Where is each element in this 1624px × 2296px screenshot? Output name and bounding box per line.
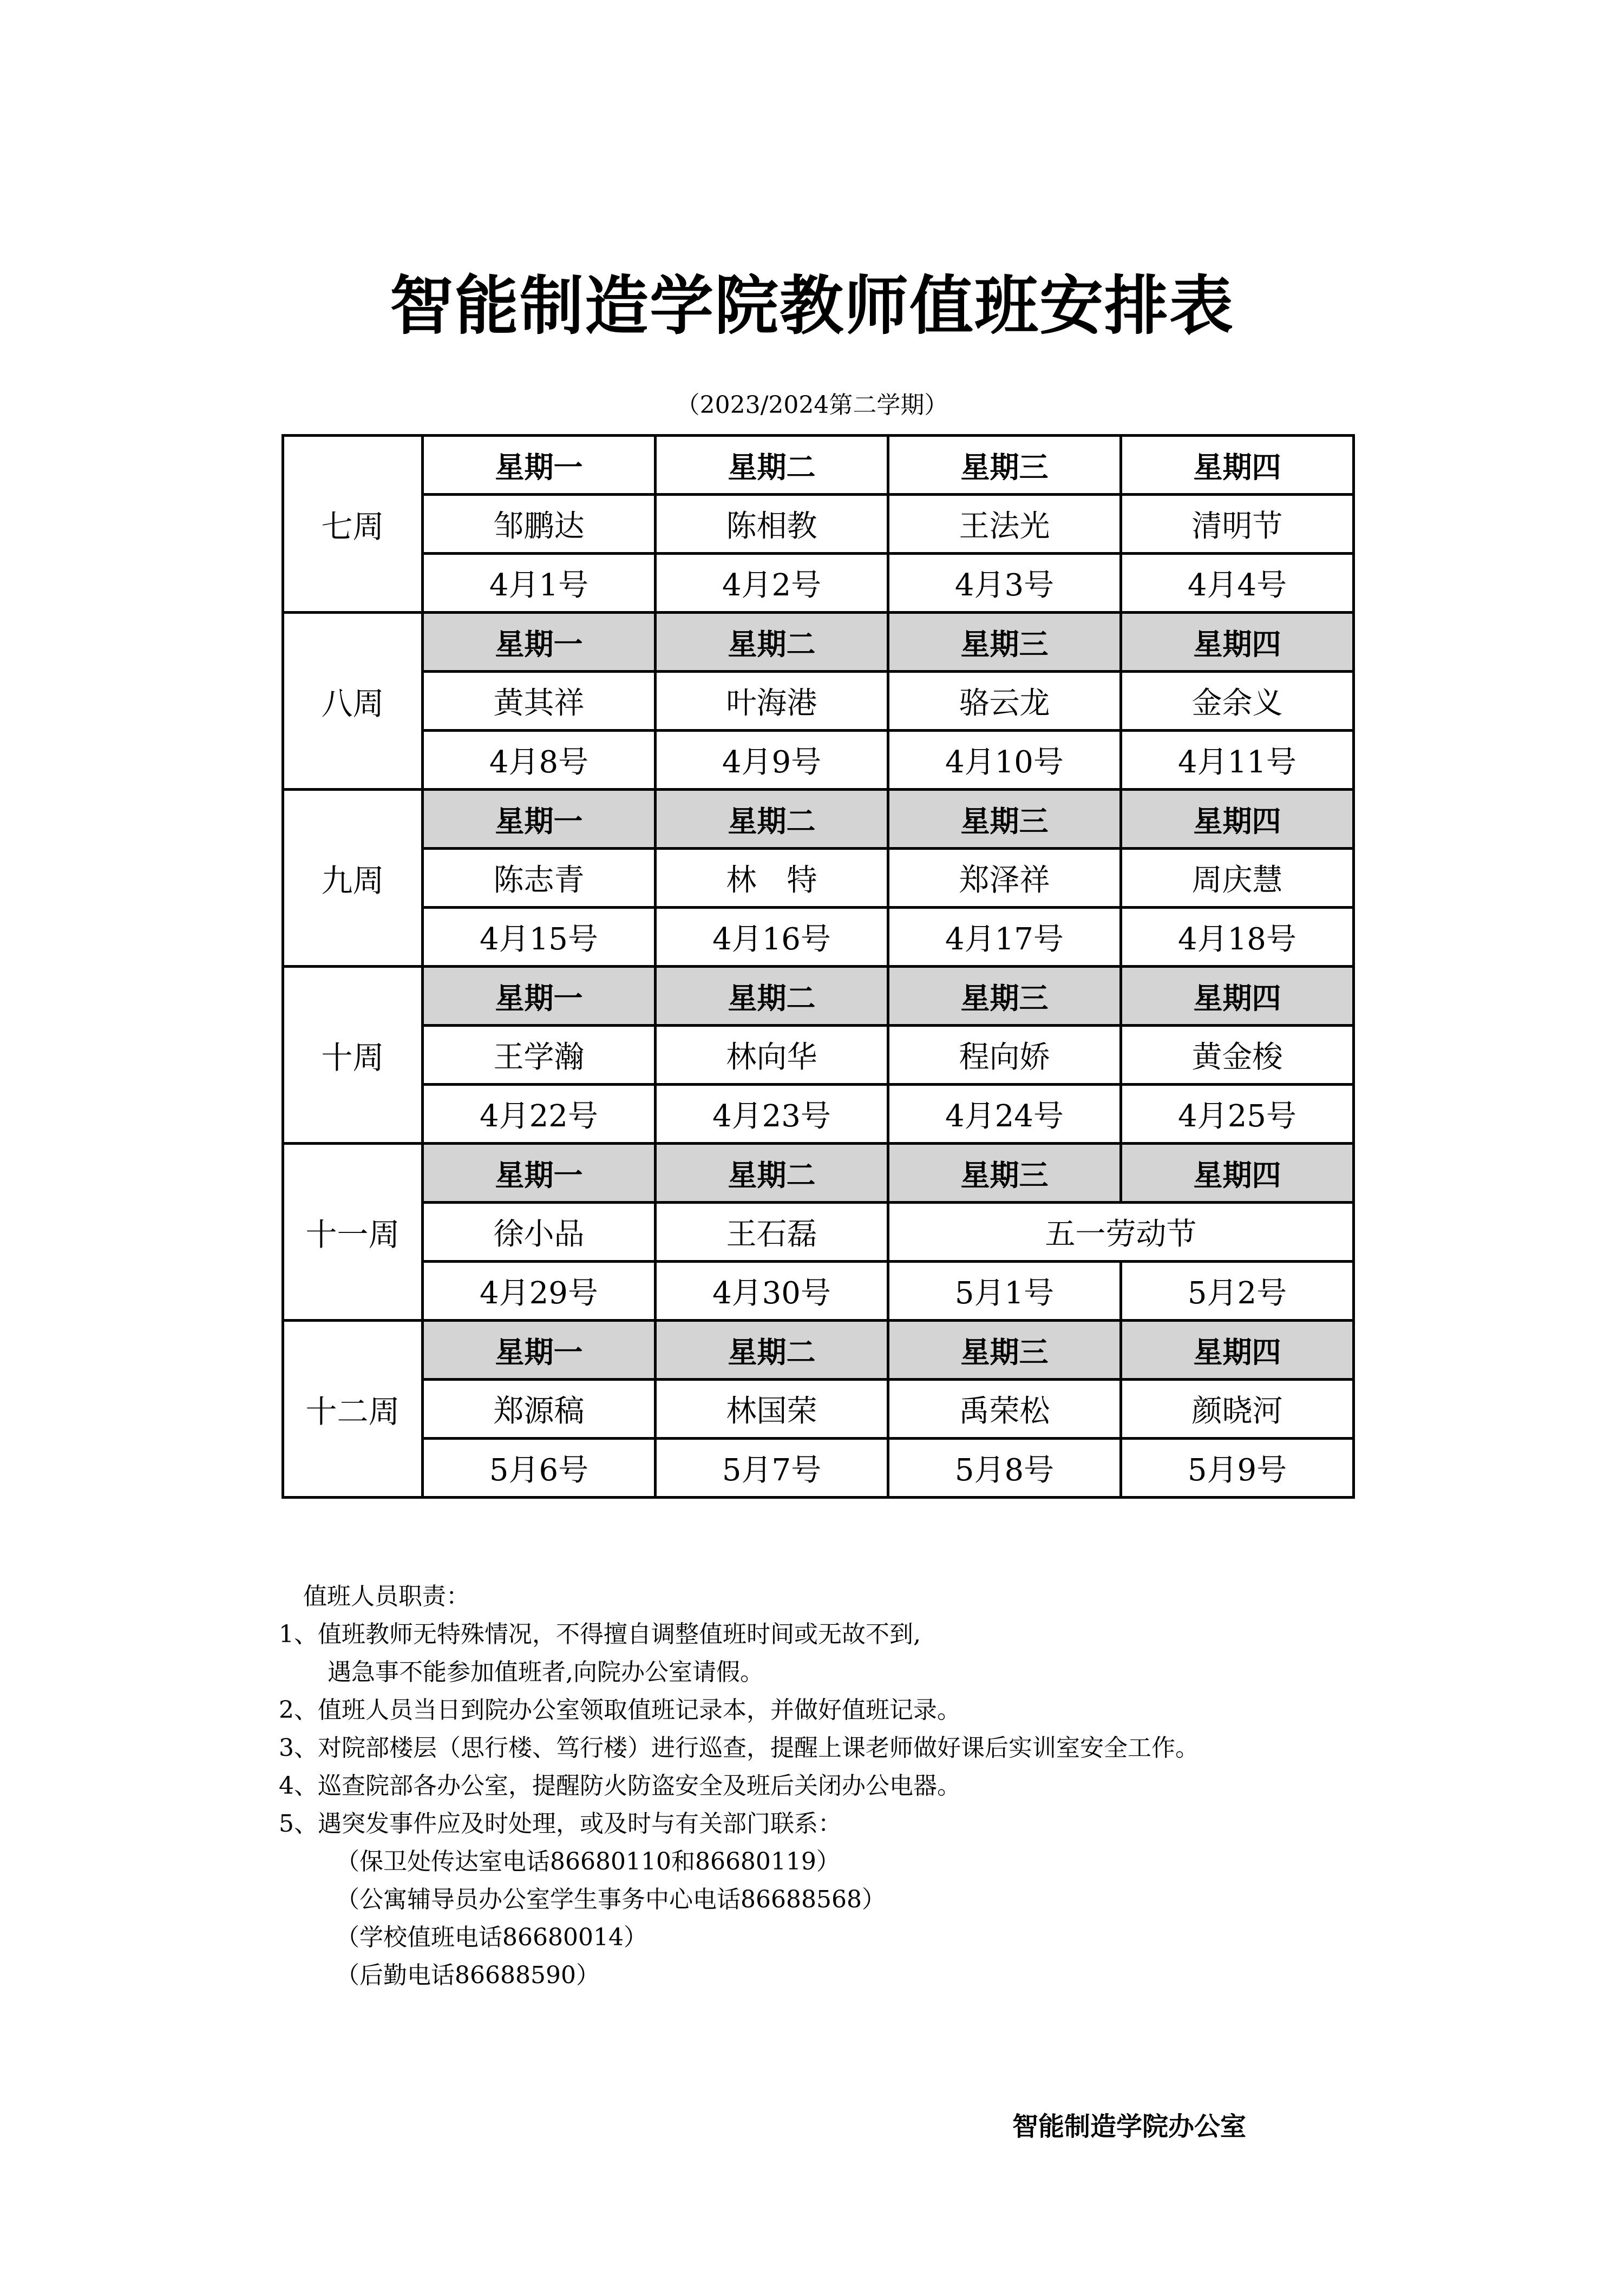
- table-row: [283, 495, 1354, 554]
- duty-date: 4月9号: [656, 731, 888, 790]
- day-header: 星期四: [1121, 967, 1354, 1026]
- table-row: [283, 1085, 1354, 1144]
- duty-date: 5月8号: [888, 1439, 1121, 1498]
- contact-phone: （保卫处传达室电话86680110和86680119）: [336, 1848, 840, 1875]
- duty-date: 4月29号: [423, 1262, 656, 1321]
- day-header: 星期一: [423, 967, 656, 1026]
- table-row: [283, 1026, 1354, 1085]
- table-row: [283, 613, 1354, 672]
- contact-phone: （学校值班电话86680014）: [336, 1924, 647, 1951]
- week-label: 十一周: [283, 1144, 423, 1321]
- duty-schedule-table: [281, 434, 1355, 1499]
- teacher-name: 王法光: [888, 495, 1121, 554]
- duty-item: 1、值班教师无特殊情况，不得擅自调整值班时间或无故不到,: [279, 1621, 921, 1648]
- teacher-name: 郑泽祥: [888, 849, 1121, 908]
- day-header: 星期四: [1121, 1144, 1354, 1203]
- day-header: 星期一: [423, 613, 656, 672]
- day-header: 星期二: [656, 790, 888, 849]
- table-row: [283, 967, 1354, 1026]
- duty-date: 5月2号: [1121, 1262, 1354, 1321]
- table-row: [283, 1144, 1354, 1203]
- duty-date: 4月24号: [888, 1085, 1121, 1144]
- duty-item: 3、对院部楼层（思行楼、笃行楼）进行巡查，提醒上课老师做好课后实训室安全工作。: [279, 1734, 1199, 1762]
- contact-phone: （公寓辅导员办公室学生事务中心电话86688568）: [336, 1886, 886, 1913]
- duty-date: 4月2号: [656, 554, 888, 613]
- teacher-name: 徐小品: [423, 1203, 656, 1262]
- teacher-name: 禹荣松: [888, 1380, 1121, 1439]
- teacher-name: 林国荣: [656, 1380, 888, 1439]
- day-header: 星期三: [888, 436, 1121, 495]
- day-header: 星期二: [656, 1321, 888, 1380]
- day-header: 星期三: [888, 790, 1121, 849]
- day-header: 星期一: [423, 436, 656, 495]
- semester-subtitle: （2023/2024第二学期）: [676, 391, 948, 419]
- table-row: [283, 1321, 1354, 1380]
- duty-date: 5月1号: [888, 1262, 1121, 1321]
- table-row: [283, 1380, 1354, 1439]
- day-header: 星期一: [423, 1321, 656, 1380]
- day-header: 星期二: [656, 436, 888, 495]
- teacher-name: 王学瀚: [423, 1026, 656, 1085]
- holiday-label: 五一劳动节: [888, 1203, 1354, 1262]
- duty-date: 5月9号: [1121, 1439, 1354, 1498]
- teacher-name: 陈志青: [423, 849, 656, 908]
- duty-item: 2、值班人员当日到院办公室领取值班记录本，并做好值班记录。: [279, 1696, 961, 1724]
- teacher-name: 王石磊: [656, 1203, 888, 1262]
- day-header: 星期二: [656, 613, 888, 672]
- day-header: 星期四: [1121, 1321, 1354, 1380]
- table-row: [283, 849, 1354, 908]
- table-row: [283, 1262, 1354, 1321]
- duty-date: 4月10号: [888, 731, 1121, 790]
- teacher-name: 周庆慧: [1121, 849, 1354, 908]
- week-label: 八周: [283, 613, 423, 790]
- day-header: 星期一: [423, 790, 656, 849]
- table-row: [283, 436, 1354, 495]
- teacher-name: 金余义: [1121, 672, 1354, 731]
- duty-date: 5月7号: [656, 1439, 888, 1498]
- teacher-name: 郑源稿: [423, 1380, 656, 1439]
- day-header: 星期二: [656, 1144, 888, 1203]
- day-header: 星期三: [888, 967, 1121, 1026]
- teacher-name: 黄其祥: [423, 672, 656, 731]
- teacher-name: 邹鹏达: [423, 495, 656, 554]
- teacher-name: 程向娇: [888, 1026, 1121, 1085]
- duty-date: 4月15号: [423, 908, 656, 967]
- day-header: 星期三: [888, 1321, 1121, 1380]
- day-header: 星期四: [1121, 436, 1354, 495]
- teacher-name: 叶海港: [656, 672, 888, 731]
- contact-phone: （后勤电话86688590）: [336, 1962, 600, 1989]
- table-row: [283, 554, 1354, 613]
- duty-item: 5、遇突发事件应及时处理，或及时与有关部门联系：: [279, 1810, 842, 1838]
- duty-item: 遇急事不能参加值班者,向院办公室请假。: [328, 1658, 764, 1686]
- day-header: 星期四: [1121, 790, 1354, 849]
- week-label: 十周: [283, 967, 423, 1144]
- teacher-name: 林向华: [656, 1026, 888, 1085]
- teacher-name: 清明节: [1121, 495, 1354, 554]
- table-row: [283, 672, 1354, 731]
- duty-date: 4月17号: [888, 908, 1121, 967]
- week-label: 七周: [283, 436, 423, 613]
- duty-responsibilities: [279, 1578, 1470, 1995]
- duty-date: 5月6号: [423, 1439, 656, 1498]
- duty-date: 4月22号: [423, 1085, 656, 1144]
- duty-date: 4月30号: [656, 1262, 888, 1321]
- duty-date: 4月1号: [423, 554, 656, 613]
- table-row: [283, 908, 1354, 967]
- day-header: 星期三: [888, 613, 1121, 672]
- duty-date: 4月3号: [888, 554, 1121, 613]
- duty-date: 4月8号: [423, 731, 656, 790]
- teacher-name: 黄金梭: [1121, 1026, 1354, 1085]
- day-header: 星期一: [423, 1144, 656, 1203]
- teacher-name: 骆云龙: [888, 672, 1121, 731]
- duty-date: 4月25号: [1121, 1085, 1354, 1144]
- table-row: [283, 1203, 1354, 1262]
- duty-item: 4、巡查院部各办公室，提醒防火防盗安全及班后关闭办公电器。: [279, 1772, 961, 1800]
- teacher-name: 林 特: [656, 849, 888, 908]
- teacher-name: 颜晓河: [1121, 1380, 1354, 1439]
- week-label: 十二周: [283, 1321, 423, 1498]
- duty-date: 4月18号: [1121, 908, 1354, 967]
- table-row: [283, 790, 1354, 849]
- day-header: 星期三: [888, 1144, 1121, 1203]
- duties-heading: 值班人员职责：: [303, 1583, 470, 1610]
- day-header: 星期二: [656, 967, 888, 1026]
- table-row: [283, 1439, 1354, 1498]
- page-title: 智能制造学院教师值班安排表: [389, 268, 1234, 343]
- duty-date: 4月23号: [656, 1085, 888, 1144]
- issuer-signature: 智能制造学院办公室: [1012, 2111, 1247, 2142]
- table-row: [283, 731, 1354, 790]
- teacher-name: 陈相教: [656, 495, 888, 554]
- duty-date: 4月16号: [656, 908, 888, 967]
- week-label: 九周: [283, 790, 423, 967]
- duty-date: 4月4号: [1121, 554, 1354, 613]
- duty-date: 4月11号: [1121, 731, 1354, 790]
- day-header: 星期四: [1121, 613, 1354, 672]
